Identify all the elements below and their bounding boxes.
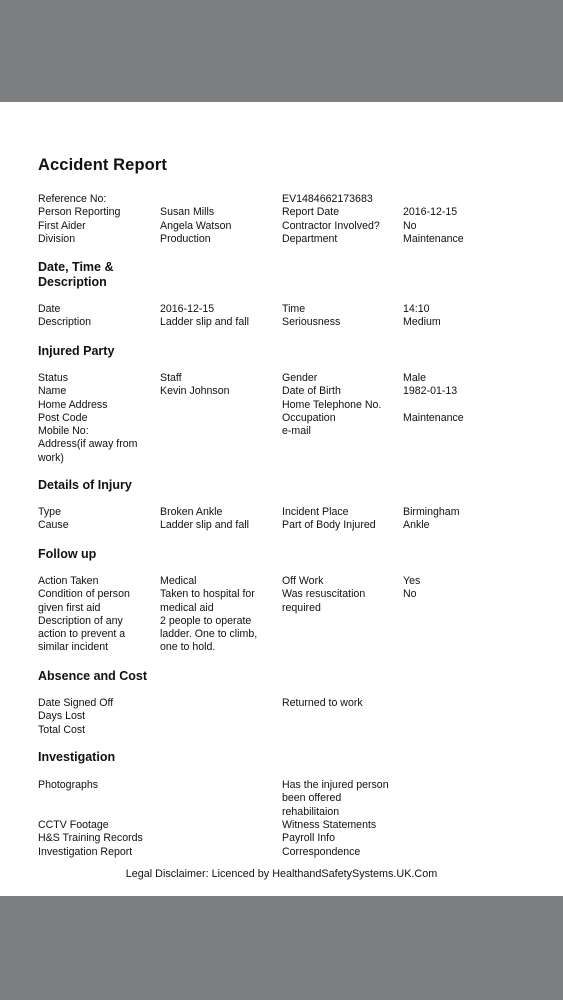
- absence-labels-left: Date Signed Off Days Lost Total Cost: [38, 697, 114, 736]
- section-heading-injury: Details of Injury: [38, 478, 132, 492]
- injury-labels-right: Incident Place Part of Body Injured: [282, 506, 376, 532]
- page-title: Accident Report: [38, 156, 167, 174]
- section-heading-investigation: Investigation: [38, 750, 116, 764]
- date-time-labels-left: Date Description: [38, 303, 91, 329]
- header-values-right: 2016-12-15 No Maintenance: [403, 206, 464, 245]
- date-time-values-right: 14:10 Medium: [403, 303, 441, 329]
- investigation-labels-left-b: CCTV Footage H&S Training Records Investigation Report: [38, 819, 143, 858]
- absence-labels-right: Returned to work: [282, 697, 363, 709]
- follow-up-labels-right: Off Work Was resuscitation required: [282, 575, 366, 614]
- injury-values-left: Broken Ankle Ladder slip and fall: [160, 506, 249, 532]
- section-heading-follow-up: Follow up: [38, 547, 97, 561]
- section-heading-injured-party: Injured Party: [38, 344, 115, 358]
- injury-values-right: Birmingham Ankle: [403, 506, 460, 532]
- injured-labels-right: Gender Date of Birth Home Telephone No. Occupation e-mail: [282, 372, 382, 438]
- section-heading-absence: Absence and Cost: [38, 669, 148, 683]
- injury-labels-left: Type Cause: [38, 506, 69, 532]
- investigation-labels-left-a: Photographs: [38, 779, 99, 791]
- date-time-values-left: 2016-12-15 Ladder slip and fall: [160, 303, 249, 329]
- report-page: [0, 102, 563, 896]
- injured-labels-left: Status Name Home Address Post Code Mobile No: Address(if away from work): [38, 372, 138, 464]
- follow-up-values-left: Medical Taken to hospital for medical aid 2 people to operate ladder. One to climb, one to hold.: [160, 575, 258, 654]
- follow-up-values-right: Yes No: [403, 575, 421, 601]
- header-labels-right: EV1484662173683 Report Date Contractor Involved? Department: [282, 193, 380, 245]
- investigation-labels-right-b: Witness Statements Payroll Info Correspondence: [282, 819, 377, 858]
- header-values-left: Susan Mills Angela Watson Production: [160, 206, 232, 245]
- header-labels-left: Reference No: Person Reporting First Aider Division: [38, 193, 121, 245]
- follow-up-labels-left: Action Taken Condition of person given first aid Description of any action to prevent a similar incident: [38, 575, 130, 654]
- section-heading-date-time: Date, Time & Description: [38, 260, 114, 289]
- investigation-labels-right-a: Has the injured person been offered rehabilitaion: [282, 779, 389, 818]
- date-time-labels-right: Time Seriousness: [282, 303, 341, 329]
- injured-values-left: Staff Kevin Johnson: [160, 372, 230, 398]
- legal-disclaimer: Legal Disclaimer: Licenced by HealthandSafetySystems.UK.Com: [125, 868, 438, 880]
- injured-values-right: Male 1982-01-13 Maintenance: [403, 372, 464, 424]
